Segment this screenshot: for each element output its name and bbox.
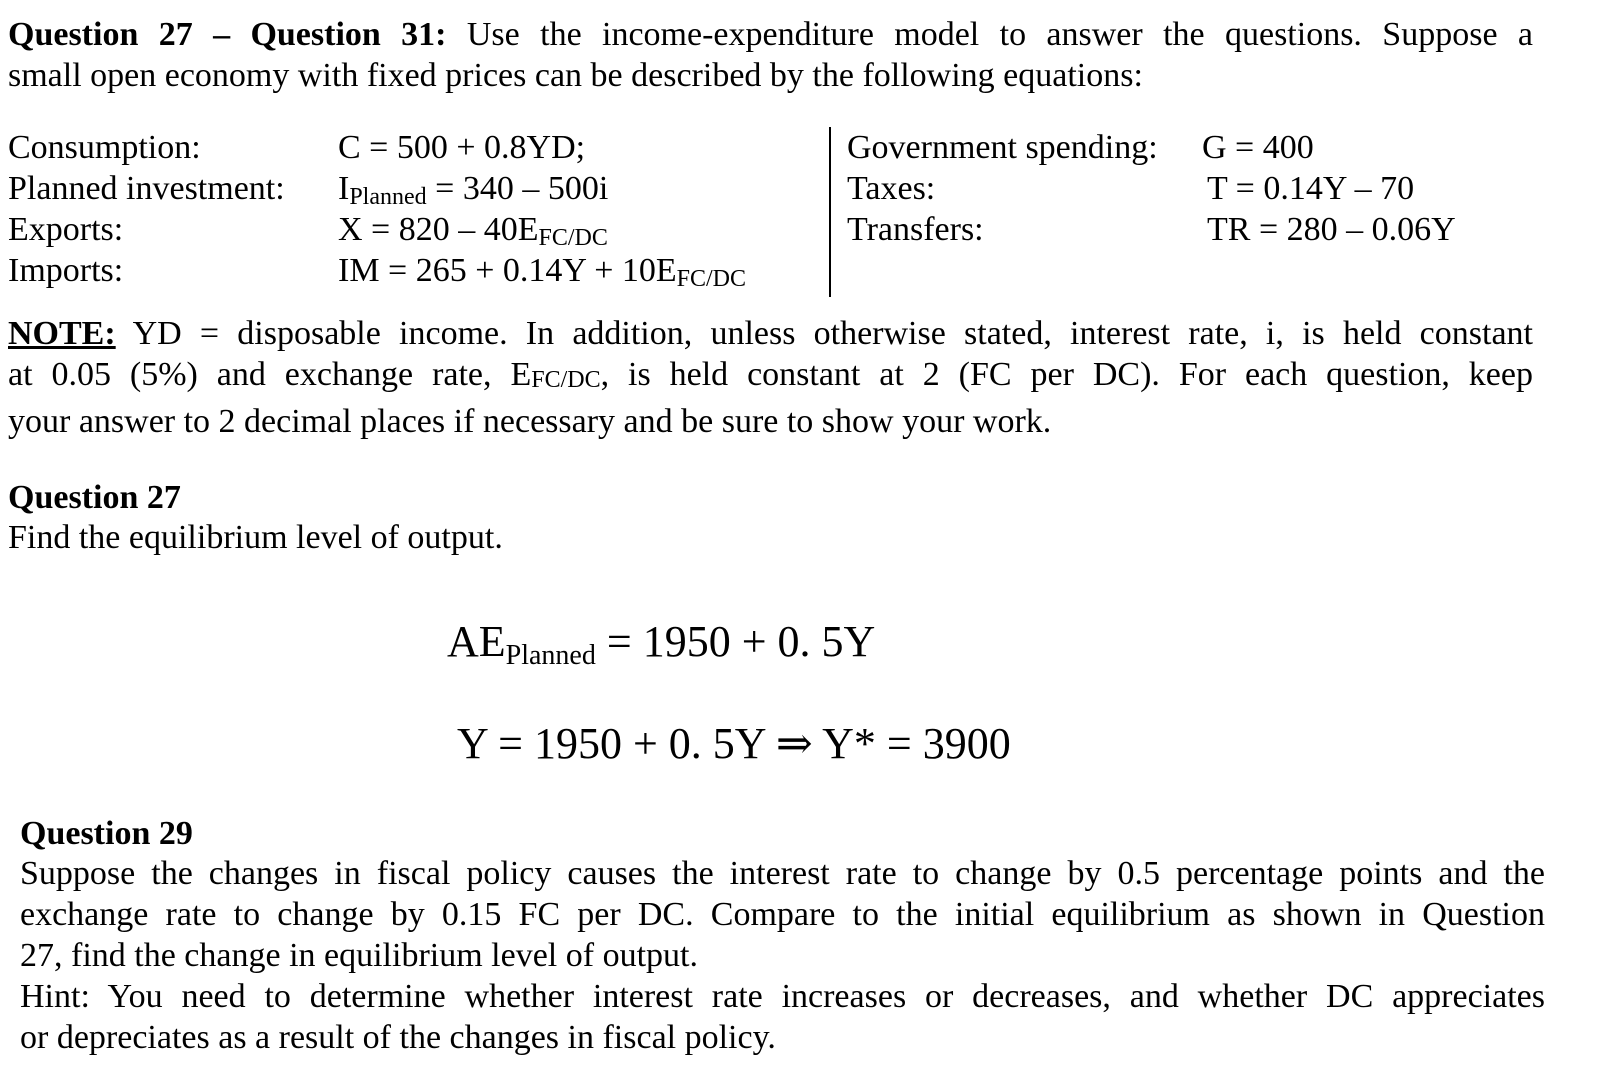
note-line-3: your answer to 2 decimal places if necessary and be sure to show your work. [8,403,1052,440]
q29-line-2: exchange rate to change by 0.15 FC per DC. Compare to the initial equilibrium as shown in Question [20,896,1545,933]
q27-answer-ae: $AE_{Planned} = 1950 + 0$. 5Y [447,617,876,671]
q27-answer-y: Y = 1950 + 0. 5Y ⇒ Y* = 3900 [457,719,1011,768]
q29-line-1: Suppose the changes in fiscal policy causes the interest rate to change by 0.5 percentage points and the [20,855,1545,892]
intro-heading: Question 27 – Question 31: [8,16,447,53]
q29-title: Question 29 [20,815,193,852]
note-paragraph [8,313,1533,442]
equations-right [847,127,1487,250]
q29-line-4: Hint: You need to determine whether interest rate increases or decreases, and whether DC appreciates [20,978,1545,1015]
equation-exports: Exports: $X = 820 - 40E_{FC/DC}$ [8,211,608,251]
q27-text: Find the equilibrium level of output. [8,519,503,556]
equation-investment: Planned investment: $I_{Planned} = 340 - 500i$ [8,170,609,210]
column-divider [829,127,831,297]
equation-transfers: Transfers: TR = 280 – 0.06Y [847,211,1456,248]
intro-line-2: small open economy with fixed prices can be described by the following equations: [8,57,1143,94]
equation-government: Government spending: G = 400 [847,129,1314,166]
note-line-1: NOTE: YD = disposable income. In addition, unless otherwise stated, interest rate, i, is held constant [8,315,1533,352]
intro-paragraph [8,14,1533,96]
equations-left [8,127,828,291]
q29-line-3: 27, find the change in equilibrium level of output. [20,937,698,974]
q29-paragraph [20,853,1545,1058]
q27-title: Question 27 [8,479,181,516]
equation-imports: Imports: IM = $265 + 0.14Y + 10E_{FC/DC}$ [8,252,747,292]
q29-line-5: or depreciates as a result of the changes in fiscal policy. [20,1019,776,1056]
intro-line-1: Question 27 – Question 31: Use the income-expenditure model to answer the questions. Suppose a [8,16,1533,53]
note-label: NOTE: [8,315,116,352]
note-line-2: at 0.05 (5%) and exchange rate, EFC/DC, is held constant at 2 (FC per DC). For each question, keep [8,356,1533,393]
equation-consumption: Consumption: C = 500 + 0.8YD; [8,129,586,166]
equation-taxes: Taxes: T = 0.14Y – 70 [847,170,1415,207]
